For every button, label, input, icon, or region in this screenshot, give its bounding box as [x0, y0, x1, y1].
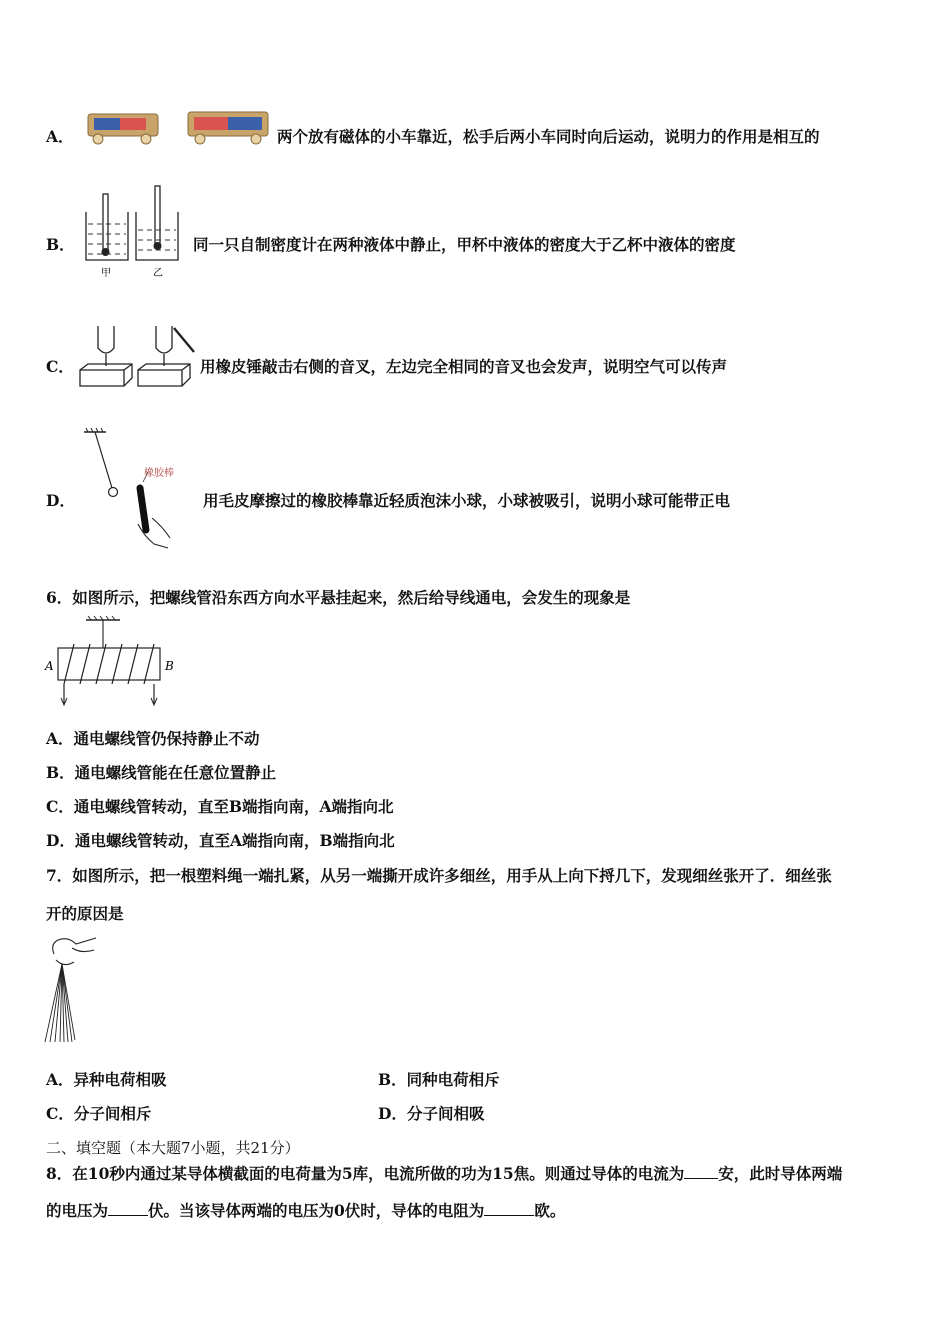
q7-stem-line2: 开的原因是 — [46, 904, 124, 923]
magnet-cars-figure — [84, 108, 274, 148]
q8-text-2c: 欧。 — [534, 1201, 566, 1220]
solenoid-end-b: B — [165, 659, 174, 673]
q7-option-b: B．同种电荷相斥 — [378, 1070, 500, 1089]
option-d-text: 用毛皮摩擦过的橡胶棒靠近轻质泡沫小球，小球被吸引，说明小球可能带正电 — [203, 491, 731, 510]
option-a-label: A． — [46, 127, 74, 146]
option-b-text: 同一只自制密度计在两种液体中静止，甲杯中液体的密度大于乙杯中液体的密度 — [193, 235, 736, 254]
q7-option-a: A．异种电荷相吸 — [46, 1070, 167, 1089]
q6-option-c: C．通电螺线管转动，直至B端指向南，A端指向北 — [46, 797, 394, 816]
rubber-rod-label: 橡胶棒 — [144, 468, 174, 479]
solenoid-end-a: A — [45, 659, 54, 673]
solenoid-figure — [44, 614, 184, 710]
current-blank[interactable] — [684, 1164, 718, 1179]
rubber-rod-figure — [82, 426, 192, 550]
option-a-text: 两个放有磁体的小车靠近，松手后两小车同时向后运动，说明力的作用是相互的 — [277, 127, 820, 146]
option-c-text: 用橡皮锤敲击右侧的音叉，左边完全相同的音叉也会发声，说明空气可以传声 — [200, 357, 728, 376]
q8-text-1b: 安，此时导体两端 — [718, 1164, 843, 1183]
beaker-label-jia: 甲 — [101, 268, 111, 279]
voltage-blank[interactable] — [108, 1201, 148, 1216]
option-b-label: B． — [46, 235, 75, 254]
section-heading: 二、填空题（本大题7小题，共21分） — [46, 1139, 300, 1157]
density-meter-figure — [80, 184, 190, 280]
left-cart — [88, 114, 158, 144]
q7-option-d: D．分子间相吸 — [378, 1104, 485, 1123]
q8-text-2a: 的电压为 — [46, 1201, 109, 1220]
q6-option-d: D．通电螺线管转动，直至A端指向南，B端指向北 — [46, 831, 395, 850]
tuning-fork-figure — [76, 318, 200, 394]
foam-ball — [109, 488, 118, 497]
q8-text-1a: 8．在10秒内通过某导体横截面的电荷量为5库，电流所做的功为15焦。则通过导体的电流为 — [46, 1164, 685, 1183]
q6-stem: 6．如图所示，把螺线管沿东西方向水平悬挂起来，然后给导线通电，会发生的现象是 — [46, 588, 631, 607]
resistance-blank[interactable] — [484, 1201, 534, 1216]
plastic-strands-figure — [42, 934, 112, 1046]
option-d-label: D． — [46, 491, 75, 510]
q6-option-b: B．通电螺线管能在任意位置静止 — [46, 763, 277, 782]
q7-option-c: C．分子间相斥 — [46, 1104, 152, 1123]
option-c-label: C． — [46, 357, 74, 376]
q6-option-a: A．通电螺线管仍保持静止不动 — [46, 729, 260, 748]
q8-line2 — [46, 1201, 565, 1221]
q8-line1 — [46, 1164, 842, 1184]
q8-text-2b: 伏。当该导体两端的电压为0伏时，导体的电阻为 — [148, 1201, 485, 1220]
right-cart — [188, 112, 268, 144]
q7-stem-line1: 7．如图所示，把一根塑料绳一端扎紧，从另一端撕开成许多细丝，用手从上向下捋几下，发现细丝张开了．细丝张 — [46, 866, 832, 885]
beaker-label-yi: 乙 — [153, 268, 163, 279]
